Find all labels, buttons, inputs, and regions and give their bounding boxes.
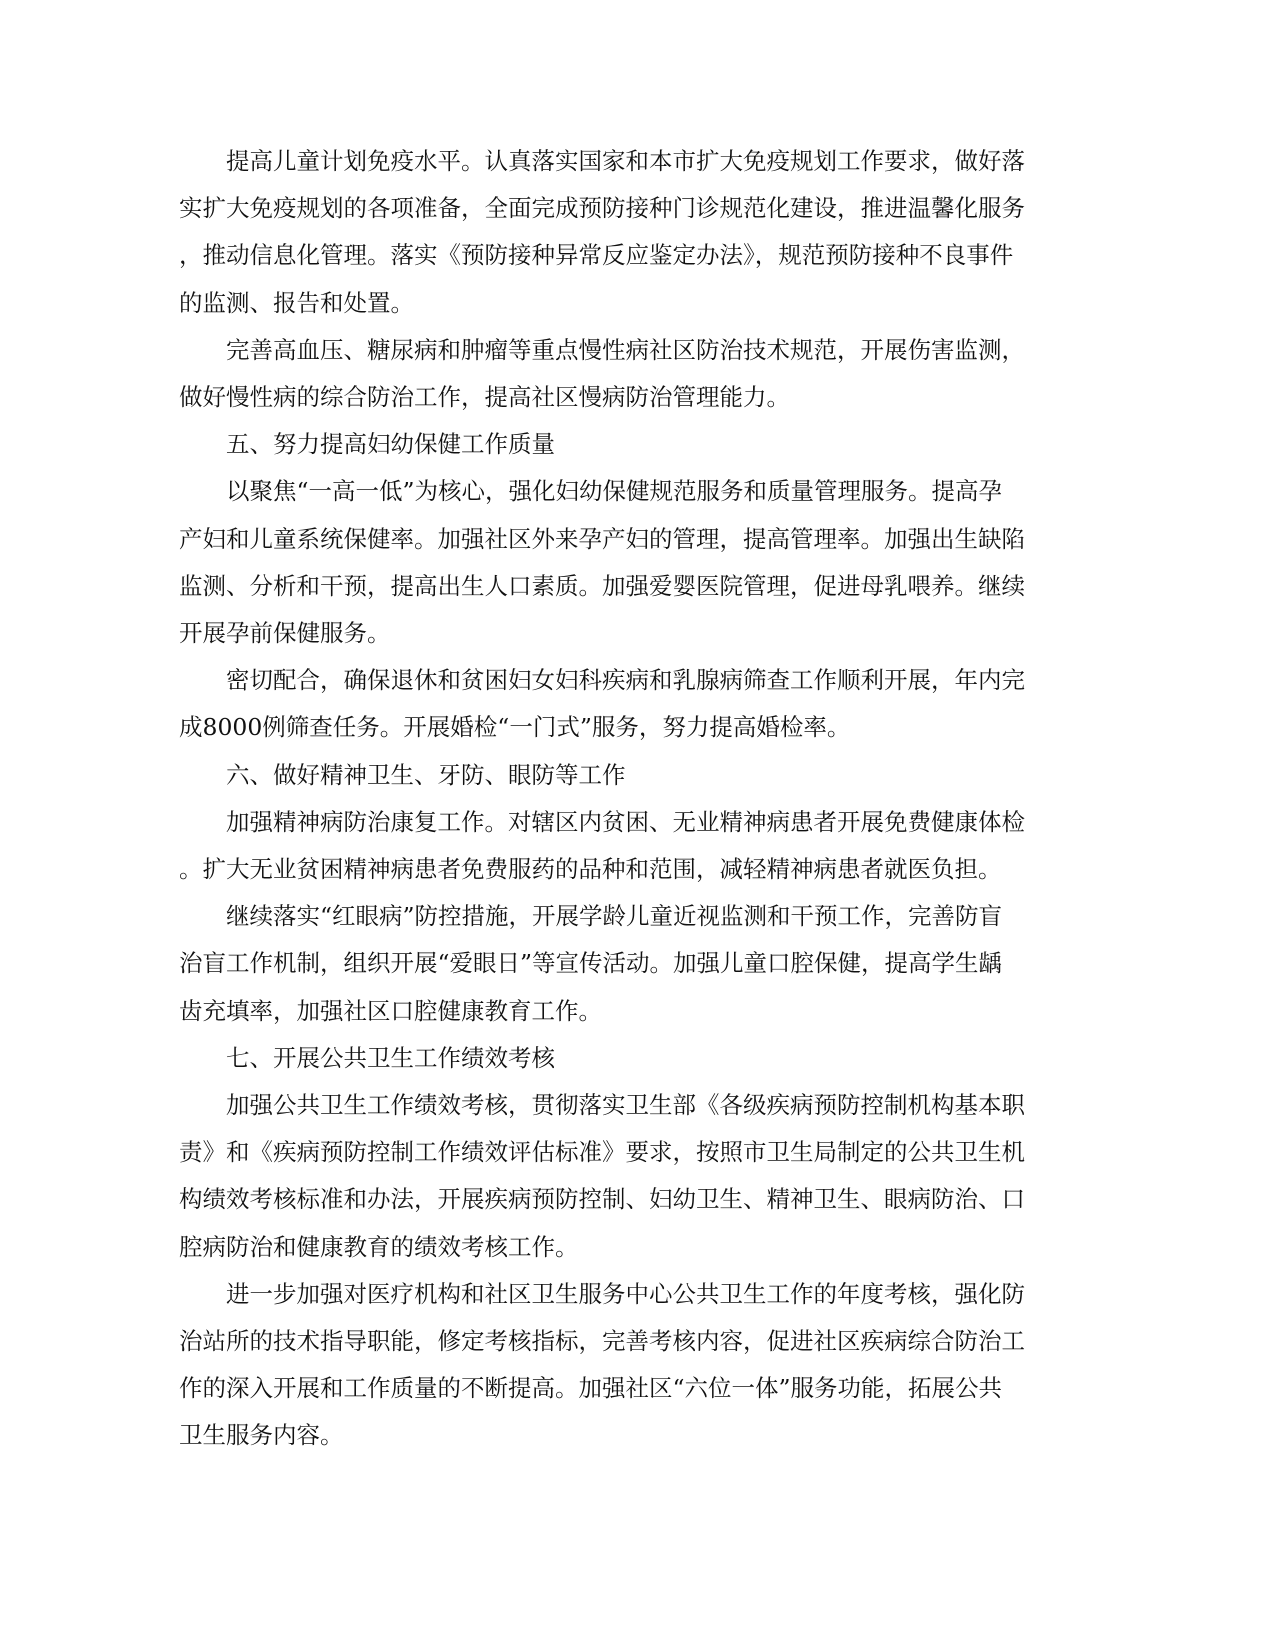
paragraph-screening: 密切配合，确保退休和贫困妇女妇科疾病和乳腺病筛查工作顺利开展，年内完 成8000例筛查任务。开展婚检“一门式”服务，努力提高婚检率。	[179, 666, 1025, 742]
heading-section-6: 六、做好精神卫生、牙防、眼防等工作	[226, 760, 626, 789]
paragraph-immunization: 提高儿童计划免疫水平。认真落实国家和本市扩大免疫规划工作要求，做好落 实扩大免疫规划的各项准备，全面完成预防接种门诊规范化建设，推进温馨化服务 ，推动信息化管理。落实《预防接种异常反应鉴定办法》，规范预防接种不良事件 的监测、报告和处置。	[179, 147, 1025, 317]
paragraph-annual-assessment: 进一步加强对医疗机构和社区卫生服务中心公共卫生工作的年度考核，强化防 治站所的技术指导职能，修定考核指标，完善考核内容，促进社区疾病综合防治工 作的深入开展和工作质量的不断提高。加强社区“六位一体”服务功能，拓展公共 卫生服务内容。	[179, 1279, 1025, 1450]
heading-section-7: 七、开展公共卫生工作绩效考核	[226, 1043, 555, 1072]
paragraph-performance-assessment: 加强公共卫生工作绩效考核，贯彻落实卫生部《各级疾病预防控制机构基本职 责》和《疾病预防控制工作绩效评估标准》要求，按照市卫生局制定的公共卫生机 构绩效考核标准和办法，开展疾病预防控制、妇幼卫生、精神卫生、眼病防治、口 腔病防治和健康教育的绩效考核工作。	[179, 1091, 1025, 1261]
document-page	[179, 138, 1040, 1460]
paragraph-mental-health: 加强精神病防治康复工作。对辖区内贫困、无业精神病患者开展免费健康体检 。扩大无业贫困精神病患者免费服药的品种和范围，减轻精神病患者就医负担。	[179, 807, 1025, 884]
heading-section-5: 五、努力提高妇幼保健工作质量	[226, 430, 555, 459]
paragraph-chronic-disease: 完善高血压、糖尿病和肿瘤等重点慢性病社区防治技术规范，开展伤害监测， 做好慢性病的综合防治工作，提高社区慢病防治管理能力。	[179, 335, 1025, 412]
paragraph-eye-dental: 继续落实“红眼病”防控措施，开展学龄儿童近视监测和干预工作，完善防盲 治盲工作机制，组织开展“爱眼日”等宣传活动。加强儿童口腔保健，提高学生龋 齿充填率，加强社区口腔健康教育工作。	[179, 902, 1003, 1025]
paragraph-maternal-child-health: 以聚焦“一高一低”为核心，强化妇幼保健规范服务和质量管理服务。提高孕 产妇和儿童系统保健率。加强社区外来孕产妇的管理，提高管理率。加强出生缺陷 监测、分析和干预，提高出生人口素质。加强爱婴医院管理，促进母乳喂养。继续 开展孕前保健服务。	[179, 477, 1025, 648]
